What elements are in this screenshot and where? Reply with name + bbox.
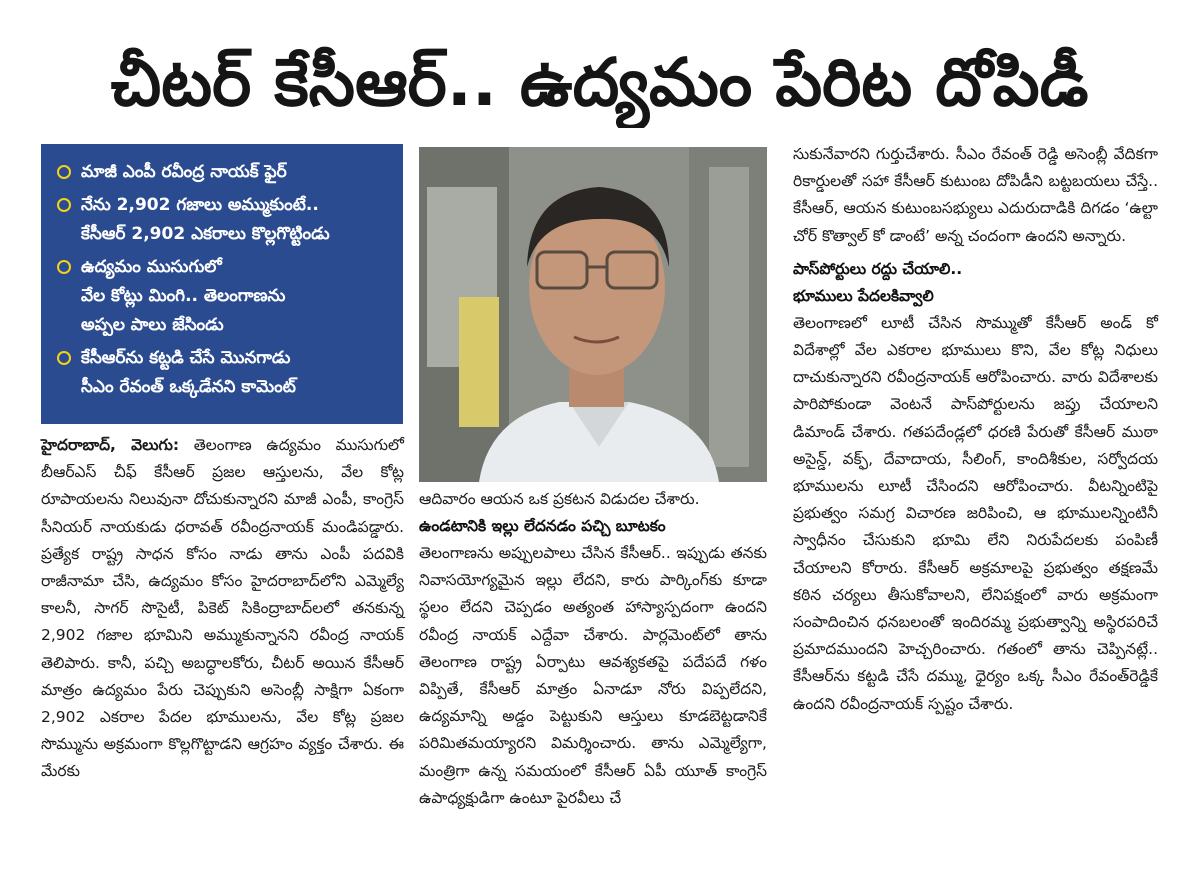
article-body: తెలంగాణ ఉద్యమం ముసుగులో బీఆర్ఎస్ చీఫ్ కేసీఆర్ ప్రజల ఆస్తులను, వేల కోట్ల రూపాయలను నిలువునా దోచుకున్నారని మాజీ ఎంపీ, కాంగ్రెస్ సీనియర్ నాయకుడు ధరావత్ రవీంద్రనాయక్ మండిపడ్డారు. ప్రత్యేక రాష్ట్ర సాధన కోసం నాడు తాను ఎంపీ పదవికి రాజీనామా చేసి, ఉద్యమం కోసం హైదరాబాద్‌లోని ఎమ్మెల్యే కాలనీ, సాగర్ సొసైటీ, పికెట్ సికింద్రాబాద్‌లలో తనకున్న 2,902 గజాల భూమిని అమ్ముకున్నానని రవీంద్ర నాయక్ తెలిపారు. కానీ, పచ్చి అబద్ధాలకోరు, చీటర్ అయిన కేసీఆర్ మాత్రం ఉద్యమం పేరు చెప్పుకుని అసెంబ్లీ సాక్షిగా ఏకంగా 2,902 ఎకరాల పేదల భూములను, వేల కోట్ల ప్రజల సొమ్మును అక్రమంగా కొల్లగొట్టాడని ఆగ్రహం వ్యక్తం చేశారు. ఈ మేరకు: [41, 436, 404, 781]
subheading: భూములు పేదలకివ్వాలి: [793, 286, 934, 305]
portrait-image: [419, 147, 767, 482]
bullet-circle-icon: [57, 260, 71, 274]
article-column-3: [793, 141, 1158, 718]
article-column-1: [41, 432, 404, 786]
article-column-2: [419, 486, 767, 812]
highlight-text: ఉద్యమం ముసుగులో వేల కోట్లు మింగి.. తెలంగాణను అప్పల పాలు జేసిండు: [81, 257, 286, 335]
subheading: ఉండటానికి ఇల్లు లేదనడం పచ్చి బూటకం: [419, 517, 666, 535]
article-body: తెలంగాణలో లూటీ చేసిన సొమ్ముతో కేసీఆర్ అండ్ కో విదేశాల్లో వేల ఎకరాల భూములు కొని, వేల కోట్ల నిధులు దాచుకున్నారని రవీంద్రనాయక్ ఆరోపించారు. వారు విదేశాలకు పారిపోకుండా వెంటనే పాస్‌పోర్టులను జప్తు చేయాలని డిమాండ్ చేశారు. గతపదేండ్లలో ధరణి పేరుతో కేసీఆర్ ముఠా అసైన్డ్, వక్ఫ్, దేవాదాయ, సీలింగ్, కాందిశీకుల, సర్వోదయ భూములను లూటీ చేసిందని ఆరోపించారు. వీటన్నింటిపై ప్రభుత్వం సమగ్ర విచారణ జరిపించి, ఆ భూములన్నింటినీ స్వాధీనం చేసుకుని భూమి లేని నిరుపేదలకు పంపిణీ చేయాలని కోరారు. కేసీఆర్ అక్రమాలపై ప్రభుత్వం తక్షణమే కఠిన చర్యలు తీసుకోవాలని, లేనిపక్షంలో వారు అక్రమంగా సంపాదించిన ధనబలంతో ఇందిరమ్మ ప్రభుత్వాన్ని అస్థిరపరిచే ప్రమాదముందని హెచ్చరించారు. గతంలో తాను చెప్పినట్లే.. కేసీఆర్‌ను కట్టడి చేసే దమ్ము, ధైర్యం ఒక్క సీఎం రేవంత్‌రెడ్డికే ఉందని రవీంద్రనాయక్ స్పష్టం చేశారు.: [793, 313, 1158, 713]
highlight-item: [57, 191, 393, 249]
highlight-item: [57, 253, 393, 340]
bullet-circle-icon: [57, 198, 71, 212]
highlight-text: కేసీఆర్‌ను కట్టడి చేసే మొనగాడు సీఎం రేవంత్ ఒక్కడేనని కామెంట్: [81, 348, 296, 397]
highlight-item: [57, 344, 393, 402]
article-body-intro: సుకునేవారని గుర్తుచేశారు. సీఎం రేవంత్ రెడ్డి అసెంబ్లీ వేదికగా రికార్డులతో సహా కేసీఆర్ కుటుంబ దోపిడీని బట్టబయలు చేస్తే.. కేసీఆర్, ఆయన కుటుంబసభ్యులు ఎదురుదాడికి దిగడం ‘ఉల్టా చోర్ కొత్వాల్ కో డాంటే’ అన్న చందంగా ఉందని అన్నారు.: [793, 145, 1158, 245]
highlight-text: నేను 2,902 గజాలు అమ్ముకుంటే.. కేసీఆర్ 2,902 ఎకరాలు కొల్లగొట్టిండు: [81, 195, 330, 244]
bullet-circle-icon: [57, 351, 71, 365]
headline: చీటర్ కేసీఆర్.. ఉద్యమం పేరిట దోపిడీ: [110, 44, 1089, 121]
highlights-box: [41, 144, 403, 424]
photo-caption: ఆదివారం ఆయన ఒక ప్రకటన విడుదల చేశారు.: [419, 490, 700, 508]
photo-portrait: [419, 147, 767, 482]
highlight-text: మాజీ ఎంపీ రవీంద్ర నాయక్ ఫైర్: [81, 162, 287, 182]
bullet-circle-icon: [57, 165, 71, 179]
subheading: పాస్‌పోర్టులు రద్దు చేయాలి..: [793, 259, 963, 278]
highlight-item: [57, 158, 393, 187]
dateline: హైదరాబాద్, వెలుగు:: [41, 436, 180, 454]
article-body: తెలంగాణను అప్పులపాలు చేసిన కేసీఆర్.. ఇప్పుడు తనకు నివాసయోగ్యమైన ఇల్లు లేదని, కారు పార్కింగ్‌కు కూడా స్థలం లేదని చెప్పడం అత్యంత హాస్యాస్పదంగా ఉందని రవీంద్ర నాయక్ ఎద్దేవా చేశారు. పార్లమెంట్‌లో తాను తెలంగాణ రాష్ట్ర ఏర్పాటు ఆవశ్యకతపై పదేపదే గళం విప్పితే, కేసీఆర్ మాత్రం ఏనాడూ నోరు విప్పలేదని, ఉద్యమాన్ని అడ్డం పెట్టుకుని ఆస్తులు కూడబెట్టడానికే పరిమితమయ్యారని విమర్శించారు. తాను ఎమ్మెల్యేగా, మంత్రిగా ఉన్న సమయంలో కేసీఆర్ ఏపీ యూత్ కాంగ్రెస్ ఉపాధ్యక్షుడిగా ఉంటూ పైరవీలు చే: [419, 544, 767, 807]
